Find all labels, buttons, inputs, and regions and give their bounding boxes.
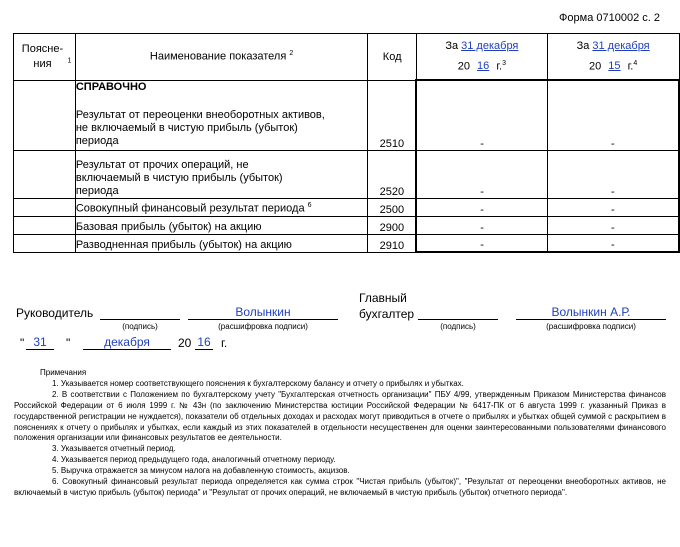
- head-signature-line[interactable]: [100, 305, 180, 320]
- period2-year-prefix: 20: [588, 60, 602, 73]
- table-row: [14, 234, 680, 252]
- date-year-field[interactable]: 16: [195, 335, 213, 350]
- period2-date[interactable]: 31 декабря: [592, 39, 650, 52]
- date-year-prefix: 20: [178, 336, 192, 350]
- row-value-previous[interactable]: -: [547, 198, 679, 216]
- chief-decoding-caption: (расшифровка подписи): [546, 322, 636, 331]
- row-value-previous[interactable]: -: [547, 150, 679, 198]
- note-item: 4. Указывается период предыдущего года, аналогичный отчетному периоду.: [52, 455, 336, 465]
- head-decoding-caption: (расшифровка подписи): [218, 322, 308, 331]
- head-name-field[interactable]: Волынкин: [188, 305, 338, 320]
- period2-suffix: г.: [627, 60, 634, 73]
- footnote-ref-1: 1: [67, 57, 72, 65]
- row-value-previous[interactable]: -: [547, 234, 679, 252]
- row-label: Результат от прочих операций, не включаемый в чистую прибыль (убыток) периода: [75, 158, 283, 197]
- footnote-ref-3: 3: [502, 59, 506, 67]
- row-code: 2910: [368, 234, 417, 252]
- date-suffix: г.: [221, 336, 228, 350]
- header-indicator-label: Наименование показателя: [149, 51, 287, 64]
- note-item: 3. Указывается отчетный период.: [52, 444, 176, 454]
- row-label: Совокупный финансовый результат периода: [75, 202, 305, 215]
- chief-label-1: Главный: [359, 291, 407, 305]
- chief-signature-caption: (подпись): [440, 322, 476, 331]
- date-close-quote: ": [66, 336, 71, 350]
- date-open-quote: ": [20, 336, 25, 350]
- header-code: Код: [368, 34, 417, 81]
- header-indicator: [75, 34, 367, 81]
- row-value-current[interactable]: -: [416, 80, 547, 150]
- form-number: Форма 0710002 с. 2: [559, 12, 660, 24]
- chief-name-field[interactable]: Волынкин А.Р.: [516, 305, 666, 320]
- period1-year[interactable]: 16: [477, 60, 490, 73]
- row-value-current[interactable]: -: [416, 216, 547, 234]
- row-name-cell: [75, 150, 367, 198]
- row-explanation-cell: [14, 150, 76, 198]
- header-period-previous: [547, 34, 679, 81]
- note-item: 5. Выручка отражается за минусом налога на добавленную стоимость, акцизов.: [52, 466, 350, 476]
- row-value-current[interactable]: -: [416, 234, 547, 252]
- reference-heading: СПРАВОЧНО: [75, 80, 147, 93]
- period1-date[interactable]: 31 декабря: [461, 39, 519, 52]
- table-row: [14, 150, 680, 198]
- chief-signature-line[interactable]: [418, 305, 498, 320]
- report-table: [13, 33, 680, 253]
- period2-year[interactable]: 15: [608, 60, 621, 73]
- row-value-previous[interactable]: -: [547, 80, 679, 150]
- date-month-field[interactable]: декабря: [83, 335, 171, 350]
- footnote-ref-6: 6: [307, 201, 312, 209]
- row-label: Результат от переоценки внеоборотных активов, не включаемый в чистую прибыль (убыток) периода: [75, 108, 325, 147]
- table-row: [14, 80, 680, 150]
- row-code: 2500: [368, 198, 417, 216]
- head-signature-caption: (подпись): [122, 322, 158, 331]
- row-explanation-cell: [14, 198, 76, 216]
- row-label: Разводненная прибыль (убыток) на акцию: [75, 234, 367, 252]
- row-explanation-cell: [14, 234, 76, 252]
- notes-title: Примечания: [40, 368, 87, 377]
- table-row: [14, 198, 680, 216]
- note-item: 2. В соответствии с Положением по бухгалтерскому учету "Бухгалтерская отчетность организации" ПБУ 4/99, утвержденным Приказом Министерства финансов Российской Федерации от 6 июля 1999 г. № 43н (по заключению Министерства юстиции Российской Федерации № 6417-ПК от 6 августа 1999 г. указанный Приказ в государственной регистрации не нуждается), показатели об отдельных доходах и расходах могут приводиться в отчете о прибылях и убытках общей суммой с раскрытием в пояснениях к отчету о прибылях и убытках, если каждый из этих показателей в отдельности несущественен для оценки заинтересованными пользователями финансового положения организации или финансовых результатов ее деятельности.: [14, 389, 666, 443]
- footnote-ref-4: 4: [633, 59, 638, 67]
- row-code: 2510: [368, 80, 417, 150]
- row-label: Базовая прибыль (убыток) на акцию: [75, 216, 367, 234]
- row-value-current[interactable]: -: [416, 150, 547, 198]
- date-day-field[interactable]: 31: [26, 335, 54, 350]
- period2-prefix: За: [576, 39, 590, 52]
- header-explanations-label: Поясне-ния: [21, 42, 64, 70]
- row-explanation-cell: [14, 80, 76, 150]
- period1-year-prefix: 20: [457, 60, 470, 73]
- chief-label-2: бухгалтер: [359, 307, 415, 321]
- row-code: 2900: [368, 216, 417, 234]
- row-name-cell: [75, 80, 367, 150]
- row-value-current[interactable]: -: [416, 198, 547, 216]
- header-explanations: [14, 34, 76, 81]
- footnote-ref-2: 2: [289, 50, 294, 58]
- note-item: 1. Указывается номер соответствующего пояснения к бухгалтерскому балансу и отчету о прибылях и убытках.: [52, 378, 464, 388]
- head-label: Руководитель: [16, 306, 94, 320]
- table-header-row: [14, 34, 680, 81]
- header-period-current: [416, 34, 547, 81]
- notes-section: [14, 368, 666, 499]
- table-row: [14, 216, 680, 234]
- row-code: 2520: [368, 150, 417, 198]
- note-item: 6. Совокупный финансовый результат периода определяется как сумма строк "Чистая прибыль (убыток)", "Результат от переоценки внеоборотных активов, не включаемый в чистую прибыль (убыток) периода" и "Результат от прочих операций, не включаемый в чистую прибыль (убыток) отчетного периода".: [14, 477, 666, 497]
- period1-prefix: За: [445, 39, 459, 52]
- row-value-previous[interactable]: -: [547, 216, 679, 234]
- row-name-cell: [75, 198, 367, 216]
- period1-suffix: г.: [496, 60, 503, 73]
- row-explanation-cell: [14, 216, 76, 234]
